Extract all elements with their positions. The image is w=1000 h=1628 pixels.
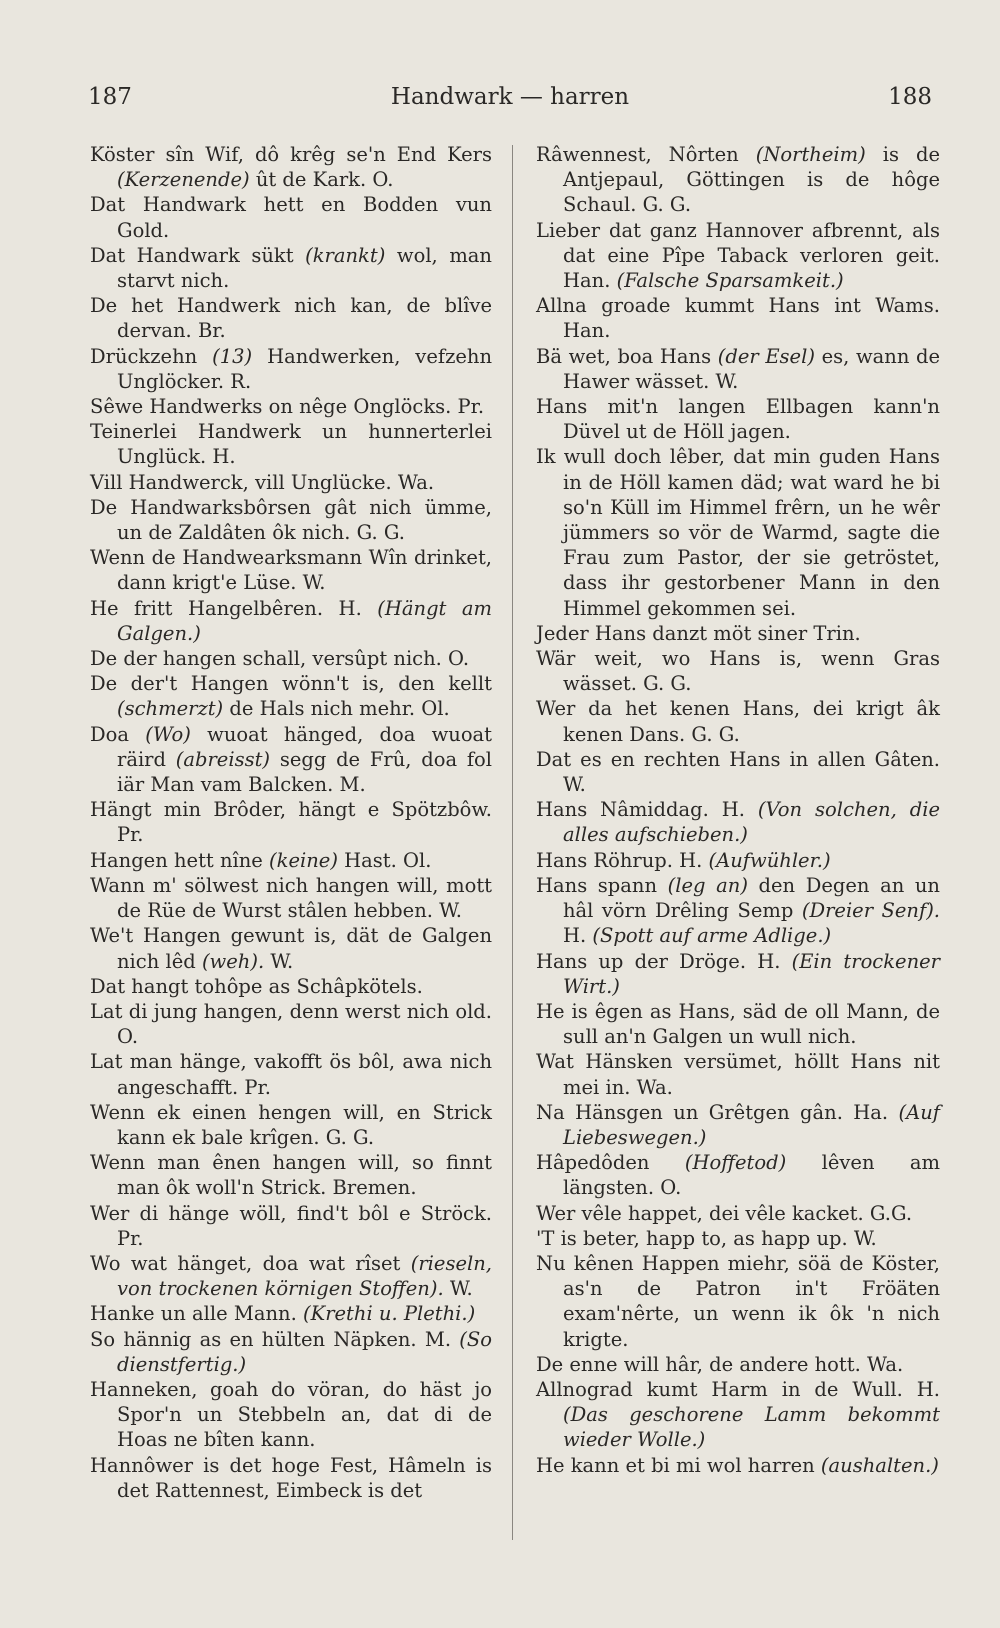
entry-text: 'T is beter, happ to, as happ up. W. bbox=[536, 1226, 877, 1250]
entry-text: Hâpedôden bbox=[536, 1151, 650, 1175]
entry-text: Râwennest, Nôrten bbox=[536, 143, 739, 166]
entry-text: Hans Nâmiddag. H. bbox=[536, 798, 745, 822]
entry-text: Köster sîn Wif, dô krêg se'n End Kers bbox=[90, 143, 492, 166]
entry-gloss: (der Esel) bbox=[717, 344, 815, 368]
entry-text: Wenn ek einen hengen will, en Strick kann ek bale krîgen. G. G. bbox=[90, 1100, 492, 1149]
proverb-entry bbox=[536, 646, 940, 696]
entry-text: Nu kênen Happen miehr, söä de Köster, as'n de Patron in't Fröäten exam'nêrte, un wenn ik ôk 'n nich krigte. bbox=[536, 1251, 940, 1351]
entry-text: Hans Röhrup. H. bbox=[536, 848, 703, 872]
page-header bbox=[88, 84, 932, 124]
entry-text: es, wann de Hawer wässet. W. bbox=[563, 344, 941, 393]
entry-text: He fritt Hangelbêren. H. bbox=[90, 596, 362, 620]
entry-text: W. bbox=[270, 949, 294, 973]
entry-text: Hanneken, goah do vöran, do häst jo Spor'n un Stebbeln an, dat di de Hoas ne bîten kann. bbox=[90, 1377, 492, 1452]
entry-gloss: (Von solchen, die alles aufschieben.) bbox=[563, 798, 940, 847]
entry-text: Allnograd kumt Harm in de Wull. H. bbox=[536, 1377, 940, 1401]
proverb-entry bbox=[90, 1327, 492, 1377]
proverb-entry bbox=[536, 621, 940, 646]
proverb-entry bbox=[536, 344, 940, 394]
proverb-entry bbox=[536, 142, 940, 218]
proverb-entry bbox=[536, 999, 940, 1049]
proverb-entry bbox=[90, 495, 492, 545]
entry-text: Hangen hett nîne bbox=[90, 848, 263, 872]
proverb-entry bbox=[90, 394, 492, 419]
entry-gloss: (13) bbox=[212, 344, 253, 368]
entry-text: wol, man starvt nich. bbox=[117, 243, 492, 293]
entry-text: Drückzehn bbox=[90, 344, 198, 368]
proverb-entry bbox=[536, 848, 940, 873]
entry-gloss: (So dienstfertig.) bbox=[117, 1327, 492, 1376]
proverb-entry bbox=[90, 243, 492, 293]
proverb-entry bbox=[536, 444, 940, 620]
proverb-entry bbox=[90, 671, 492, 721]
proverb-entry bbox=[90, 545, 492, 595]
entry-text: De Handwarksbôrsen gât nich ümme, un de Zaldâten ôk nich. G. G. bbox=[90, 495, 492, 545]
proverb-entry bbox=[90, 596, 492, 646]
entry-text: Wer di hänge wöll, find't bôl e Ströck. Pr. bbox=[90, 1201, 492, 1250]
entry-text: Allna groade kummt Hans int Wams. Han. bbox=[536, 294, 940, 343]
entry-gloss: (Kerzenende) bbox=[117, 168, 250, 192]
page-number-left: 187 bbox=[88, 84, 132, 110]
entry-text: Hans spann bbox=[536, 873, 658, 897]
entry-text: segg de Frû, doa fol iär Man vam Balcken. M. bbox=[117, 747, 493, 797]
entry-text: De der't Hangen wönn't is, den kellt bbox=[90, 672, 492, 696]
entry-text: H. bbox=[563, 924, 587, 948]
entry-gloss: (schmerzt) bbox=[117, 697, 224, 721]
entry-text: Sêwe Handwerks on nêge Onglöcks. Pr. bbox=[90, 395, 485, 419]
entry-text: Hängt min Brôder, hängt e Spötzbôw. Pr. bbox=[90, 798, 492, 847]
entry-gloss: (leg an) bbox=[667, 873, 748, 897]
proverb-entry bbox=[90, 470, 492, 495]
proverb-entry bbox=[90, 1150, 492, 1200]
entry-gloss: (keine) bbox=[269, 848, 338, 872]
proverb-entry bbox=[536, 1201, 940, 1226]
entry-gloss: (rieseln, von trockenen körnigen Stoffen). bbox=[117, 1251, 492, 1301]
entry-text: Hanke un alle Mann. bbox=[90, 1302, 297, 1326]
entry-text: wuoat hänged, doa wuoat räird bbox=[117, 722, 493, 771]
proverb-entry bbox=[536, 1226, 940, 1251]
proverb-entry bbox=[536, 1453, 940, 1478]
entry-text: Wer vêle happet, dei vêle kacket. G.G. bbox=[536, 1201, 913, 1225]
entry-text: Dat Handwark sükt bbox=[90, 243, 294, 267]
proverb-entry bbox=[90, 1377, 492, 1453]
entry-text: Wenn man ênen hangen will, so finnt man ôk woll'n Strick. Bremen. bbox=[90, 1151, 492, 1200]
entry-gloss: (Dreier Senf). bbox=[801, 899, 940, 923]
entry-text: Wär weit, wo Hans is, wenn Gras wässet. G. G. bbox=[536, 647, 940, 696]
entry-gloss: (Das geschorene Lamm bekommt wieder Wolle.) bbox=[563, 1403, 940, 1452]
proverb-entry bbox=[536, 1049, 940, 1099]
proverb-entry bbox=[536, 293, 940, 343]
proverb-entry bbox=[536, 949, 940, 999]
column-divider bbox=[512, 145, 513, 1540]
entry-text: Teinerlei Handwerk un hunnerterlei Unglück. H. bbox=[90, 420, 492, 469]
proverb-entry bbox=[90, 923, 492, 973]
entry-gloss: (Northeim) bbox=[755, 143, 866, 166]
entry-text: Dat hangt tohôpe as Schâpkötels. bbox=[90, 974, 423, 998]
entry-gloss: (Krethi u. Plethi.) bbox=[303, 1302, 476, 1326]
entry-gloss: (Hängt am Galgen.) bbox=[117, 596, 492, 645]
entry-text: Doa bbox=[90, 722, 129, 746]
entry-text: Lat man hänge, vakofft ös bôl, awa nich angeschafft. Pr. bbox=[90, 1050, 492, 1099]
entry-text: De het Handwerk nich kan, de blîve dervan. Br. bbox=[90, 294, 492, 343]
proverb-entry bbox=[90, 1100, 492, 1150]
entry-gloss: (aushalten.) bbox=[820, 1453, 939, 1477]
proverb-entry bbox=[90, 1049, 492, 1099]
entry-text: We't Hangen gewunt is, dät de Galgen nich lêd bbox=[90, 924, 492, 973]
entry-text: He kann et bi mi wol harren bbox=[536, 1453, 815, 1477]
entry-text: ût de Kark. O. bbox=[255, 168, 394, 192]
proverb-entry bbox=[90, 1301, 492, 1326]
proverb-entry bbox=[536, 1352, 940, 1377]
entry-text: De der hangen schall, versûpt nich. O. bbox=[90, 647, 470, 671]
proverb-entry bbox=[536, 797, 940, 847]
entry-text: Lieber dat ganz Hannover afbrennt, als dat eine Pîpe Taback verloren geit. Han. bbox=[536, 218, 940, 293]
proverb-entry bbox=[90, 873, 492, 923]
entry-text: Hannôwer is det hoge Fest, Hâmeln is det Rattennest, Eimbeck is det bbox=[90, 1453, 492, 1502]
proverb-entry bbox=[90, 1251, 492, 1301]
right-column bbox=[536, 142, 940, 1478]
entry-text: Jeder Hans danzt möt siner Trin. bbox=[536, 621, 861, 645]
entry-text: Wo wat hänget, doa wat rîset bbox=[90, 1251, 401, 1275]
proverb-entry bbox=[536, 747, 940, 797]
page-number-right: 188 bbox=[888, 84, 932, 110]
entry-text: W. bbox=[449, 1277, 473, 1301]
entry-gloss: (Hoffetod) bbox=[684, 1151, 787, 1175]
proverb-entry bbox=[90, 142, 492, 192]
entry-text: is de Antjepaul, Göttingen is de hôge Schaul. G. G. bbox=[563, 143, 941, 217]
entry-text: Handwerken, vefzehn Unglöcker. R. bbox=[117, 344, 493, 393]
proverb-entry bbox=[536, 1251, 940, 1352]
entry-text: Dat es en rechten Hans in allen Gâten. W. bbox=[536, 747, 940, 797]
entry-text: De enne will hâr, de andere hott. Wa. bbox=[536, 1352, 904, 1376]
proverb-entry bbox=[90, 192, 492, 242]
entry-gloss: (Auf Liebeswegen.) bbox=[563, 1100, 940, 1149]
proverb-entry bbox=[536, 1100, 940, 1150]
proverb-entry bbox=[90, 1201, 492, 1251]
entry-text: Wer da het kenen Hans, dei krigt âk kenen Dans. G. G. bbox=[536, 697, 940, 746]
proverb-entry bbox=[90, 999, 492, 1049]
entry-text: Hans mit'n langen Ellbagen kann'n Düvel ut de Höll jagen. bbox=[536, 395, 940, 444]
entry-text: de Hals nich mehr. Ol. bbox=[229, 697, 450, 721]
entry-gloss: (weh). bbox=[201, 949, 265, 973]
entry-text: Bä wet, boa Hans bbox=[536, 344, 712, 368]
entry-text: So hännig as en hülten Näpken. M. bbox=[90, 1327, 452, 1351]
entry-text: den Degen an un hâl vörn Drêling Semp bbox=[563, 873, 940, 923]
proverb-entry bbox=[90, 293, 492, 343]
entry-text: Dat Handwark hett en Bodden vun Gold. bbox=[90, 193, 492, 242]
running-title: Handwark — harren bbox=[390, 84, 630, 110]
proverb-entry bbox=[536, 218, 940, 294]
entry-text: Ik wull doch lêber, dat min guden Hans in de Höll kamen däd; wat ward he bi so'n Küll im Himmel frêrn, un he wêr jümmers so vör de Warmd, sagte die Frau zum Pastor, der sie getröstet, dass ihr gestorbener Mann in den Himmel gekommen sei. bbox=[536, 445, 940, 620]
entry-gloss: (krankt) bbox=[305, 243, 386, 267]
entry-text: Wann m' sölwest nich hangen will, mott de Rüe de Wurst stâlen hebben. W. bbox=[90, 873, 492, 923]
entry-gloss: (Spott auf arme Adlige.) bbox=[592, 924, 832, 948]
entry-gloss: (Falsche Sparsamkeit.) bbox=[616, 269, 844, 293]
entry-text: lêven am längsten. O. bbox=[563, 1151, 940, 1200]
proverb-entry bbox=[90, 722, 492, 798]
entry-text: Hast. Ol. bbox=[344, 848, 432, 872]
proverb-entry bbox=[90, 1453, 492, 1503]
proverb-entry bbox=[536, 1150, 940, 1200]
proverb-entry bbox=[90, 974, 492, 999]
entry-text: Na Hänsgen un Grêtgen gân. Ha. bbox=[536, 1100, 889, 1124]
entry-gloss: (Wo) bbox=[145, 722, 191, 746]
proverb-entry bbox=[90, 646, 492, 671]
proverb-entry bbox=[536, 1377, 940, 1453]
entry-gloss: (abreisst) bbox=[175, 747, 271, 771]
entry-text: Hans up der Dröge. H. bbox=[536, 949, 781, 973]
proverb-entry bbox=[90, 344, 492, 394]
proverb-entry bbox=[90, 797, 492, 847]
entry-gloss: (Ein trockener Wirt.) bbox=[563, 949, 941, 998]
entry-text: He is êgen as Hans, säd de oll Mann, de sull an'n Galgen un wull nich. bbox=[536, 999, 940, 1049]
proverb-entry bbox=[536, 873, 940, 949]
entry-text: Wat Hänsken versümet, höllt Hans nit mei in. Wa. bbox=[536, 1050, 940, 1099]
proverb-entry bbox=[90, 419, 492, 469]
proverb-entry bbox=[90, 848, 492, 873]
entry-text: Lat di jung hangen, denn werst nich old. O. bbox=[90, 999, 492, 1049]
entry-text: Vill Handwerck, vill Unglücke. Wa. bbox=[90, 470, 435, 494]
left-column bbox=[90, 142, 492, 1503]
entry-gloss: (Aufwühler.) bbox=[708, 848, 831, 872]
proverb-entry bbox=[536, 696, 940, 746]
proverb-entry bbox=[536, 394, 940, 444]
entry-text: Wenn de Handwearksmann Wîn drinket, dann krigt'e Lüse. W. bbox=[90, 546, 492, 595]
